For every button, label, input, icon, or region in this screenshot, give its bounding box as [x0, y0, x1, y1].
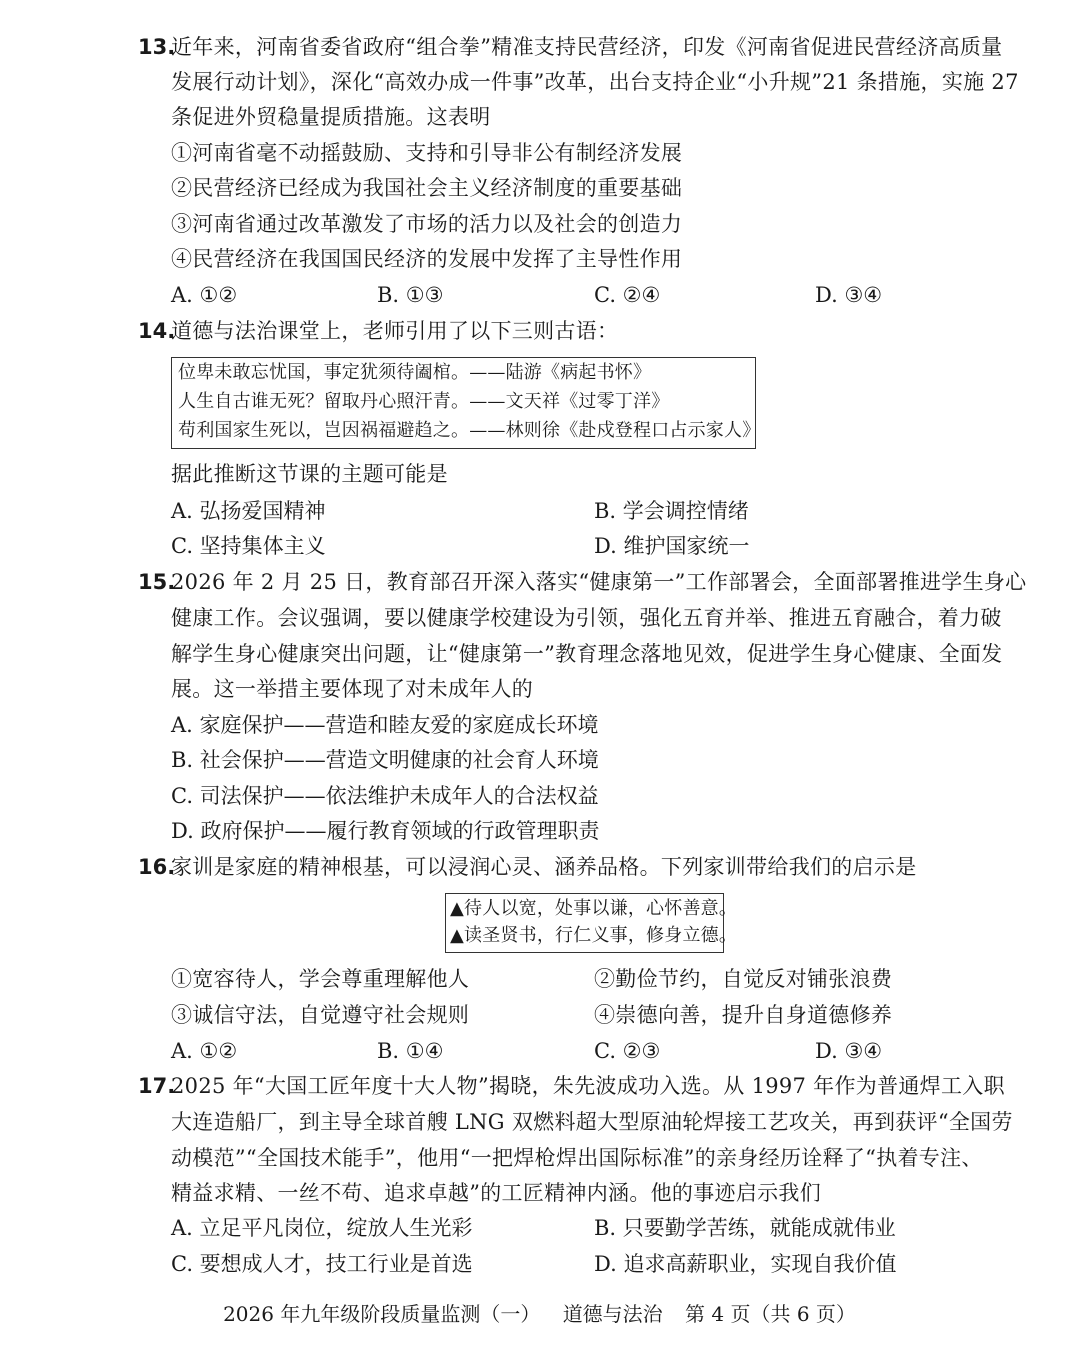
- quote-line: 人生自古谁无死？留取丹心照汗青。——文天祥《过零丁洋》: [178, 391, 670, 412]
- option-d[interactable]: D. 维护国家统一: [594, 534, 750, 558]
- option-d[interactable]: D. ③④: [815, 1039, 883, 1063]
- option-b[interactable]: B. ①④: [377, 1039, 444, 1063]
- family-motto-box: [445, 893, 738, 953]
- option-b[interactable]: B. 学会调控情绪: [594, 499, 749, 523]
- exam-title: 2026 年九年级阶段质量监测（一）: [223, 1302, 541, 1326]
- statement: ③诚信守法，自觉遵守社会规则: [171, 1003, 470, 1027]
- question-text-line: 2026 年 2 月 25 日，教育部召开深入落实“健康第一”工作部署会，全面部署推进学生身心: [171, 570, 1027, 594]
- question-number: 16.: [138, 855, 176, 879]
- question-text-line: 精益求精、一丝不苟、追求卓越”的工匠精神内涵。他的事迹启示我们: [171, 1181, 822, 1205]
- option-c[interactable]: C. 坚持集体主义: [171, 534, 326, 558]
- option-c[interactable]: C. 要想成人才，技工行业是首选: [171, 1252, 473, 1276]
- statement: ④崇德向善，提升自身道德修养: [594, 1003, 893, 1027]
- question-text-line: 条促进外贸稳量提质措施。这表明: [171, 105, 491, 129]
- question-number: 13.: [138, 35, 176, 59]
- question-text-line: 道德与法治课堂上，老师引用了以下三则古语：: [171, 319, 619, 343]
- question-number: 17.: [138, 1074, 176, 1098]
- question-text-line: 展。这一举措主要体现了对未成年人的: [171, 677, 534, 701]
- question-text-line: 健康工作。会议强调，要以健康学校建设为引领，强化五育并举、推进五育融合，着力破: [171, 606, 1002, 630]
- option-c[interactable]: C. 司法保护——依法维护未成年人的合法权益: [171, 784, 599, 808]
- option-a[interactable]: A. 家庭保护——营造和睦友爱的家庭成长环境: [171, 713, 599, 737]
- question-number: 14.: [138, 319, 176, 343]
- question-text-line: 2025 年“大国工匠年度十大人物”揭晓，朱先波成功入选。从 1997 年作为普通焊工入职: [171, 1074, 1005, 1098]
- statement: ④民营经济在我国国民经济的发展中发挥了主导性作用: [171, 247, 683, 271]
- option-a[interactable]: A. 弘扬爱国精神: [171, 499, 326, 523]
- motto-line: ▲读圣贤书，行仁义事，修身立德。: [450, 925, 738, 946]
- option-c[interactable]: C. ②③: [594, 1039, 661, 1063]
- question-text-line: 解学生身心健康突出问题，让“健康第一”教育理念落地见效，促进学生身心健康、全面发: [171, 642, 1003, 666]
- question-text-line: 发展行动计划》，深化“高效办成一件事”改革，出台支持企业“小升规”21 条措施，实施 27: [171, 70, 1019, 94]
- question-text-line: 近年来，河南省委省政府“组合拳”精准支持民营经济，印发《河南省促进民营经济高质量: [171, 35, 1003, 59]
- question-prompt: 据此推断这节课的主题可能是: [171, 462, 448, 486]
- option-b[interactable]: B. 只要勤学苦练，就能成就伟业: [594, 1216, 896, 1240]
- option-d[interactable]: D. 政府保护——履行教育领域的行政管理职责: [171, 819, 600, 843]
- subject-name: 道德与法治: [562, 1302, 663, 1326]
- statement: ③河南省通过改革激发了市场的活力以及社会的创造力: [171, 212, 683, 236]
- page-number: 第 4 页（共 6 页）: [685, 1302, 856, 1326]
- question-text-line: 大连造船厂，到主导全球首艘 LNG 双燃料超大型原油轮焊接工艺攻关，再到获评“全国劳: [171, 1110, 1013, 1134]
- question-text-line: 动模范”“全国技术能手”，他用“一把焊枪焊出国际标准”的亲身经历诠释了“执着专注、: [171, 1146, 983, 1170]
- option-a[interactable]: A. ①②: [171, 283, 238, 307]
- option-b[interactable]: B. 社会保护——营造文明健康的社会育人环境: [171, 748, 599, 772]
- quote-line: 苟利国家生死以，岂因祸福避趋之。——林则徐《赴戍登程口占示家人》: [178, 420, 761, 441]
- option-a[interactable]: A. 立足平凡岗位，绽放人生光彩: [171, 1216, 473, 1240]
- option-c[interactable]: C. ②④: [594, 283, 661, 307]
- statement: ②民营经济已经成为我国社会主义经济制度的重要基础: [171, 176, 683, 200]
- question-text-line: 家训是家庭的精神根基，可以浸润心灵、涵养品格。下列家训带给我们的启示是: [171, 855, 917, 879]
- motto-line: ▲待人以宽，处事以谦，心怀善意。: [450, 898, 738, 919]
- option-a[interactable]: A. ①②: [171, 1039, 238, 1063]
- quote-line: 位卑未敢忘忧国，事定犹须待阖棺。——陆游《病起书怀》: [178, 362, 652, 383]
- option-b[interactable]: B. ①③: [377, 283, 444, 307]
- quote-box: [171, 357, 761, 449]
- statement: ②勤俭节约，自觉反对铺张浪费: [594, 967, 893, 991]
- question-number: 15.: [138, 570, 176, 594]
- option-d[interactable]: D. ③④: [815, 283, 883, 307]
- option-d[interactable]: D. 追求高薪职业，实现自我价值: [594, 1252, 897, 1276]
- page-footer: [0, 1299, 1079, 1329]
- statement: ①河南省毫不动摇鼓励、支持和引导非公有制经济发展: [171, 141, 683, 165]
- statement: ①宽容待人，学会尊重理解他人: [171, 967, 470, 991]
